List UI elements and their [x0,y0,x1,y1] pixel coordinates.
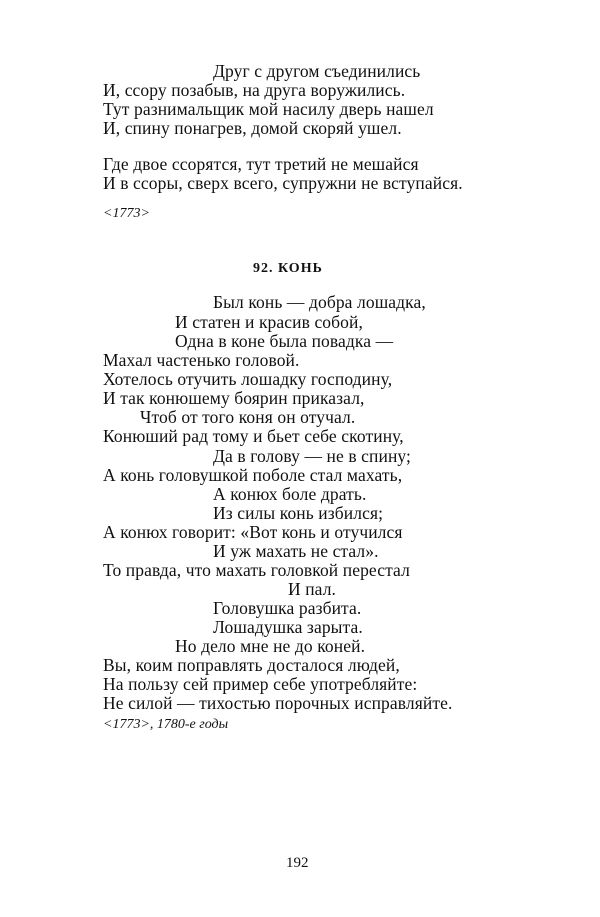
poem-line: Конюший рад тому и бьет себе скотину, [103,426,404,446]
moral-line: И в ссоры, сверх всего, супружни не вступайся. [103,173,463,193]
poem-line: Не силой — тихостью порочных исправляйте. [103,693,453,713]
poem-line: Тут разнимальщик мой насилу дверь нашел [103,99,434,119]
poem-line: Махал частенько головой. [103,350,300,370]
poem-line: Но дело мне не до коней. [175,636,366,656]
poem-line: Да в голову — не в спину; [213,446,412,466]
poem-line: И уж махать не стал». [213,541,379,561]
poem-line: А конюх говорит: «Вот конь и отучился [103,522,403,542]
poem-line: То правда, что махать головкой перестал [103,560,410,580]
poem-line: Лошадушка зарыта. [213,617,363,637]
poem-line: А конюх боле драть. [213,484,367,504]
poem-date: <1773>, 1780-е годы [103,717,229,732]
poem-line: Чтоб от того коня он отучал. [140,407,356,427]
poem-line: Вы, коим поправлять досталося людей, [103,655,400,675]
poem-line: И, ссору позабыв, на друга воружились. [103,80,406,100]
poem-line: И, спину понагрев, домой скоряй ушел. [103,118,402,138]
moral-line: Где двое ссорятся, тут третий не мешайся [103,154,419,174]
poem-heading: 92. КОНЬ [253,261,323,276]
poem-line: Головушка разбита. [213,598,362,618]
poem-line: И так конюшему боярин приказал, [103,388,365,408]
poem-line: На пользу сей пример себе употребляйте: [103,674,418,694]
page-number: 192 [286,855,309,871]
poem-line: И пал. [288,579,337,599]
poem-line: А конь головушкой поболе стал махать, [103,465,403,485]
poem-date: <1773> [103,206,150,221]
poem-line: Был конь — добра лошадка, [213,292,426,312]
poem-line: Одна в коне была повадка — [175,331,394,351]
poem-line: Друг с другом съединились [213,61,421,81]
poem-line: И статен и красив собой, [175,312,363,332]
poem-line: Хотелось отучить лошадку господину, [103,369,393,389]
poem-line: Из силы конь избился; [213,503,384,523]
